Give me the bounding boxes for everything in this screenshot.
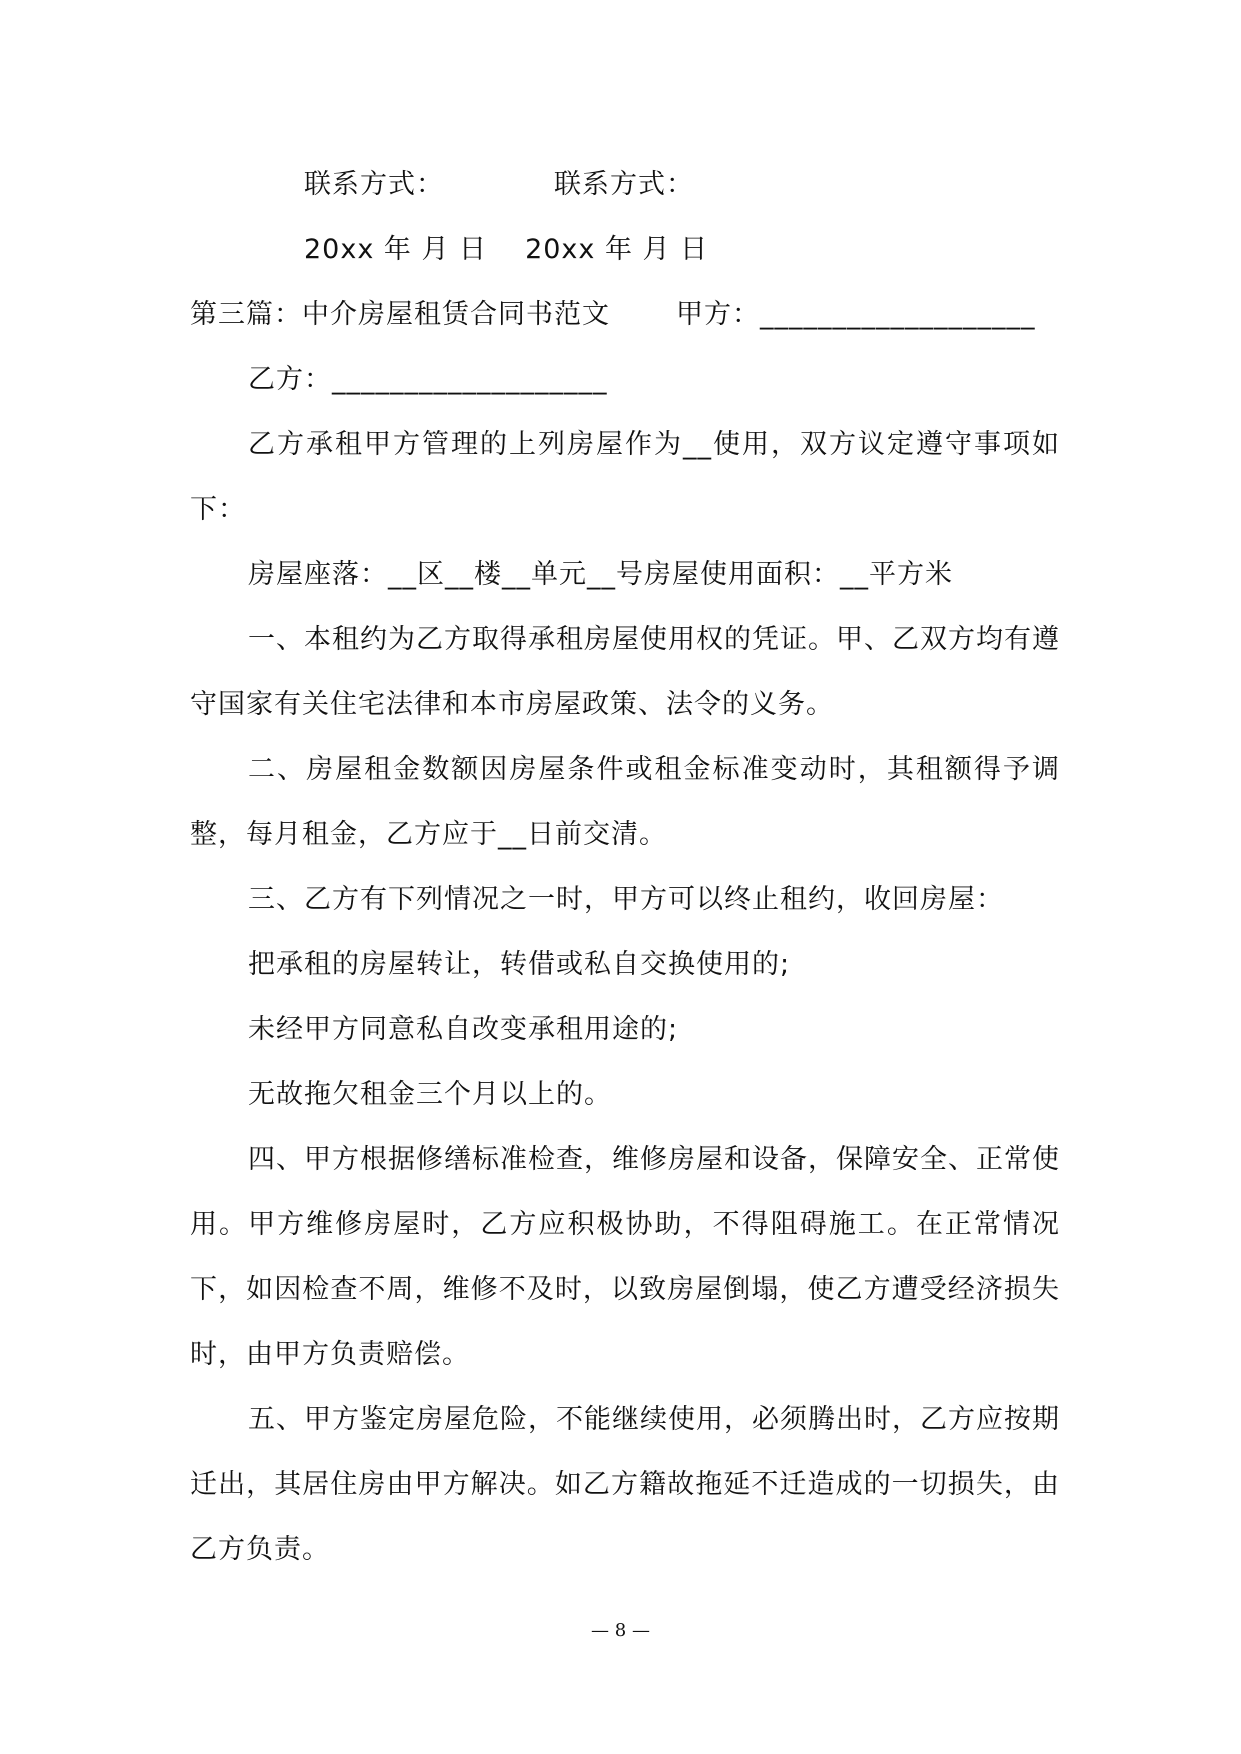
date-line <box>190 217 1060 282</box>
location-line: 房屋座落：__区__楼__单元__号房屋使用面积：__平方米 <box>248 559 953 590</box>
section-title: 第三篇：中介房屋租赁合同书范文 <box>190 299 610 330</box>
clause-4: 四、甲方根据修缮标准检查，维修房屋和设备，保障安全、正常使用。甲方维修房屋时，乙方应积极协助，不得阻碍施工。在正常情况下，如因检查不周，维修不及时，以致房屋倒塌，使乙方遭受经济损失时，由甲方负责赔偿。 <box>190 1144 1060 1370</box>
date-b: 20xx 年 月 日 <box>525 234 709 265</box>
party-a-line: 甲方：___________________ <box>676 299 1036 330</box>
party-b-line: 乙方：___________________ <box>248 364 608 395</box>
section-title-line <box>190 282 1060 347</box>
page-number: — 8 — <box>591 1620 650 1641</box>
clause-3-item: 把承租的房屋转让，转借或私自交换使用的; <box>248 949 791 980</box>
clause-1: 一、本租约为乙方取得承租房屋使用权的凭证。甲、乙双方均有遵守国家有关住宅法律和本市房屋政策、法令的义务。 <box>190 624 1060 720</box>
clause-5: 五、甲方鉴定房屋危险，不能继续使用，必须腾出时，乙方应按期迁出，其居住房由甲方解决。如乙方籍故拖延不迁造成的一切损失，由乙方负责。 <box>190 1404 1060 1565</box>
intro-paragraph: 乙方承租甲方管理的上列房屋作为__使用，双方议定遵守事项如下： <box>190 429 1060 525</box>
contact-b-label: 联系方式： <box>554 169 694 200</box>
contact-line <box>190 152 1060 217</box>
clause-3: 三、乙方有下列情况之一时，甲方可以终止租约，收回房屋： <box>248 884 1004 915</box>
contact-a-label: 联系方式： <box>304 169 444 200</box>
clause-3-item: 未经甲方同意私自改变承租用途的; <box>248 1014 679 1045</box>
clause-3-item: 无故拖欠租金三个月以上的。 <box>248 1079 612 1110</box>
date-a: 20xx 年 月 日 <box>304 234 488 265</box>
clause-2: 二、房屋租金数额因房屋条件或租金标准变动时，其租额得予调整，每月租金，乙方应于__日前交清。 <box>190 754 1060 850</box>
document-body <box>190 152 1060 1582</box>
